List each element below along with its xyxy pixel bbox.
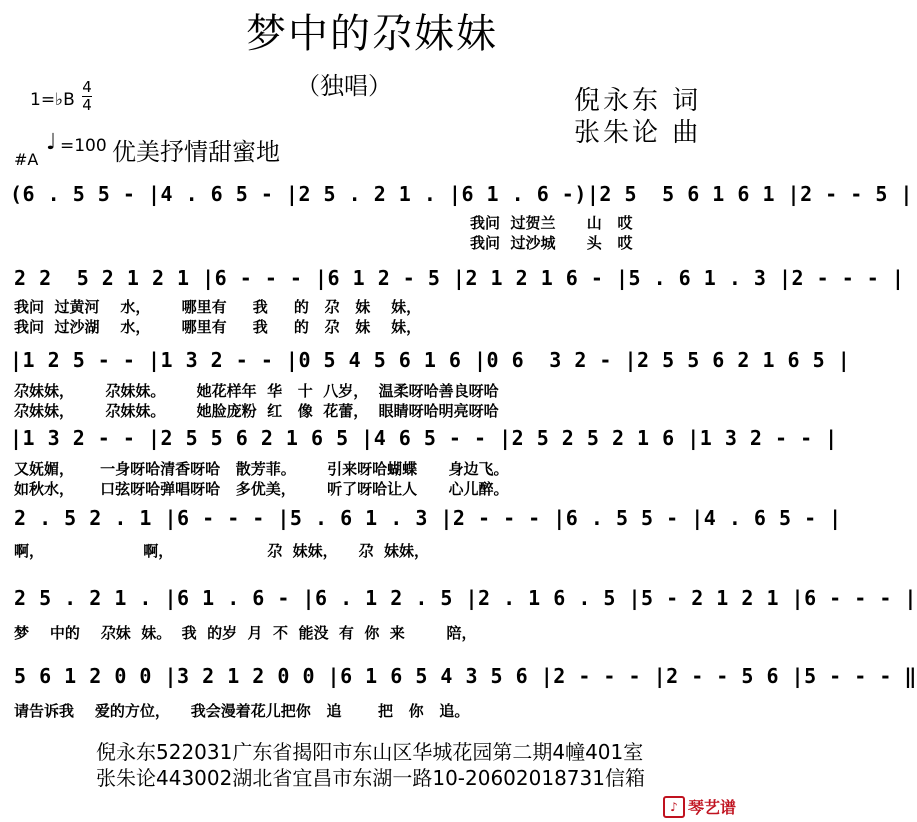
composer-address: 张朱论443002湖北省宜昌市东湖一路10-20602018731信箱: [96, 766, 645, 790]
composer-credit: 张朱论 曲: [574, 118, 702, 148]
score-row-7-notes: 5 6 1 2 0 0 |3 2 1 2 0 0 |6 1 6 5 4 3 5 6 |2 - - - |2 - - 5 6 |5 - - - ‖: [14, 664, 917, 688]
expression-marking: 优美抒情甜蜜地: [112, 138, 280, 166]
quarter-note-icon: ♩: [46, 130, 57, 155]
score-row-6-notes: 2 5 . 2 1 . |6 1 . 6 - |6 . 1 2 . 5 |2 . 1 6 . 5 |5 - 2 1 2 1 |6 - - - |: [14, 586, 917, 610]
score-row-2-notes: 2 2 5 2 1 2 1 |6 - - - |6 1 2 - 5 |2 1 2 1 6 - |5 . 6 1 . 3 |2 - - - |: [14, 266, 905, 290]
score-row-4-lyrics-2: 如秋水， 口弦呀哈弹唱呀哈 多优美， 听了呀哈让人 心儿醉。: [14, 480, 509, 498]
score-row-3-lyrics-2: 尕妹妹， 尕妹妹。 她脸庞粉 红 像 花蕾， 眼睛呀哈明亮呀哈: [14, 402, 499, 420]
meter-bottom: 4: [82, 96, 92, 114]
logo-text: 琴艺谱: [687, 798, 736, 817]
time-signature: [82, 80, 92, 113]
score-row-4-lyrics-1: 又妩媚， 一身呀哈清香呀哈 散芳菲。 引来呀哈蝴蝶 身边飞。: [14, 460, 509, 478]
key-signature: 1=♭B: [30, 90, 75, 110]
score-row-3-notes: |1 2 5 - - |1 3 2 - - |0 5 4 5 6 1 6 |0 6 3 2 - |2 5 5 6 2 1 6 5 |: [10, 348, 851, 372]
score-row-4-notes: |1 3 2 - - |2 5 5 6 2 1 6 5 |4 6 5 - - |2 5 2 5 2 1 6 |1 3 2 - - |: [10, 426, 838, 450]
score-row-5-notes: 2 . 5 2 . 1 |6 - - - |5 . 6 1 . 3 |2 - - - |6 . 5 5 - |4 . 6 5 - |: [14, 506, 842, 530]
lyricist-address: 倪永东522031广东省揭阳市东山区华城花园第二期4幢401室: [96, 740, 644, 764]
score-row-1-lyrics-1: 我问 过贺兰 山 哎: [470, 214, 633, 232]
site-logo: [663, 795, 736, 818]
page-title: 梦中的尕妹妹: [246, 11, 498, 57]
score-row-2-lyrics-1: 我问 过黄河 水， 哪里有 我 的 尕 妹 妹，: [14, 298, 422, 316]
score-row-7-lyrics-1: 请告诉我 爱的方位， 我会漫着花儿把你 追 把 你 追。: [14, 702, 470, 720]
subtitle: （独唱）: [296, 72, 392, 100]
lyricist-credit: 倪永东 词: [574, 86, 702, 116]
score-row-5-lyrics-1: 啊， 啊， 尕 妹妹， 尕 妹妹，: [14, 542, 429, 560]
tempo-marking: =100: [60, 136, 107, 156]
meter-top: 4: [82, 78, 92, 96]
score-row-3-lyrics-1: 尕妹妹， 尕妹妹。 她花样年 华 十 八岁， 温柔呀哈善良呀哈: [14, 382, 499, 400]
score-row-1-notes: (6 . 5 5 - |4 . 6 5 - |2 5 . 2 1 . |6 1 . 6 -)|2 5 5 6 1 6 1 |2 - - 5 |: [10, 182, 913, 206]
music-logo-icon: ♪: [663, 796, 685, 818]
score-row-2-lyrics-2: 我问 过沙湖 水， 哪里有 我 的 尕 妹 妹，: [14, 318, 422, 336]
score-row-1-lyrics-2: 我问 过沙城 头 哎: [470, 234, 633, 252]
score-row-6-lyrics-1: 梦 中的 尕妹 妹。 我 的岁 月 不 能没 有 你 来 陪，: [14, 624, 477, 642]
alternate-key: #A: [14, 150, 39, 169]
